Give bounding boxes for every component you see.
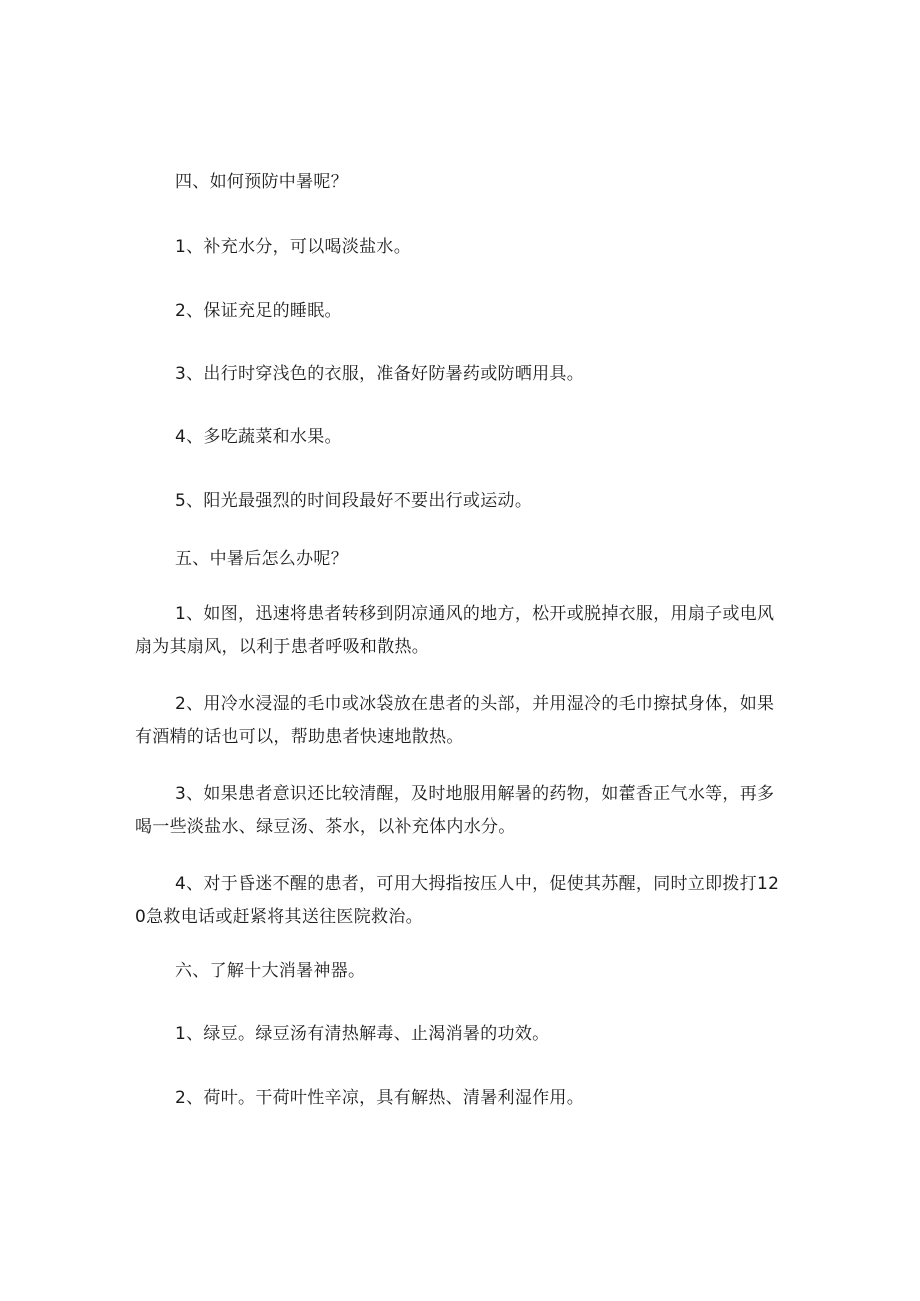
list-item: 1、补充水分，可以喝淡盐水。 — [175, 237, 412, 257]
section-heading-prevention: 四、如何预防中暑呢？ — [175, 172, 348, 192]
section-heading-treatment: 五、中暑后怎么办呢？ — [175, 549, 348, 569]
list-item: 2、荷叶。干荷叶性辛凉，具有解热、清暑利湿作用。 — [175, 1088, 585, 1108]
list-item: 1、绿豆。绿豆汤有清热解毒、止渴消暑的功效。 — [175, 1024, 550, 1044]
list-item: 1、如图，迅速将患者转移到阴凉通风的地方，松开或脱掉衣服，用扇子或电风扇为其扇风，以利于患者呼吸和散热。 — [135, 604, 775, 657]
list-item: 2、保证充足的睡眠。 — [175, 301, 342, 321]
list-item: 4、对于昏迷不醒的患者，可用大拇指按压人中，促使其苏醒，同时立即拨打120急救电话或赶紧将其送往医院救治。 — [135, 874, 780, 927]
list-item: 3、出行时穿浅色的衣服，准备好防暑药或防晒用具。 — [175, 364, 585, 384]
list-item: 4、多吃蔬菜和水果。 — [175, 427, 342, 447]
list-item: 3、如果患者意识还比较清醒，及时地服用解暑的药物，如藿香正气水等，再多喝一些淡盐水、绿豆汤、茶水，以补充体内水分。 — [135, 784, 775, 837]
list-item: 2、用冷水浸湿的毛巾或冰袋放在患者的头部，并用湿冷的毛巾擦拭身体，如果有酒精的话也可以，帮助患者快速地散热。 — [135, 694, 775, 747]
section-heading-cooling-foods: 六、了解十大消暑神器。 — [175, 961, 366, 981]
list-item: 5、阳光最强烈的时间段最好不要出行或运动。 — [175, 491, 533, 511]
